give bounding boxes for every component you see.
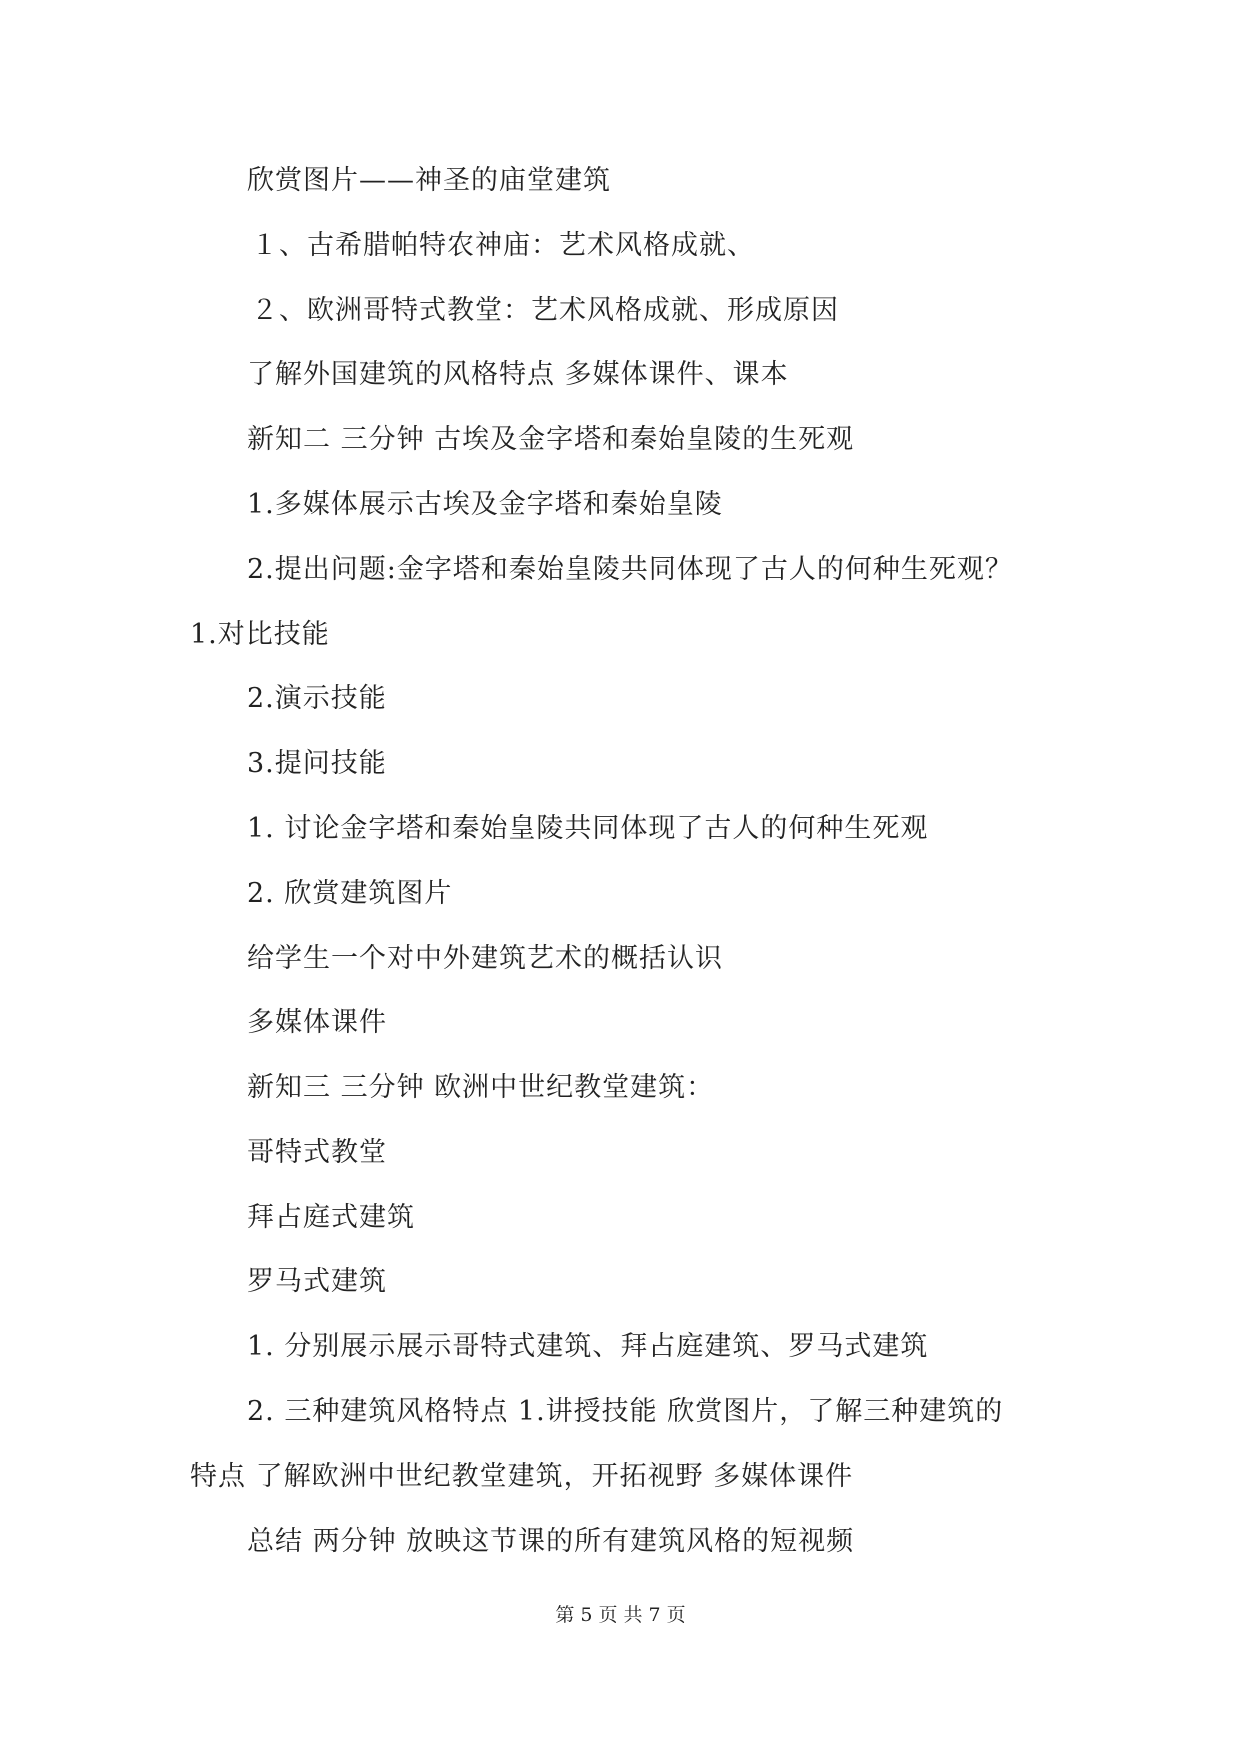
text-line: 罗马式建筑 — [247, 1266, 387, 1297]
text-line: 2. 三种建筑风格特点 1.讲授技能 欣赏图片，了解三种建筑的 — [247, 1396, 1004, 1427]
text-line: 2. 欣赏建筑图片 — [247, 878, 453, 909]
text-line: 新知二 三分钟 古埃及金字塔和秦始皇陵的生死观 — [247, 424, 855, 455]
text-line: 拜占庭式建筑 — [247, 1202, 415, 1233]
text-line: 1.多媒体展示古埃及金字塔和秦始皇陵 — [247, 489, 723, 520]
text-line: 2.演示技能 — [247, 683, 387, 714]
text-line: 1.对比技能 — [190, 619, 330, 650]
text-line: １、古希腊帕特农神庙：艺术风格成就、 — [251, 230, 755, 261]
text-line: 1. 讨论金字塔和秦始皇陵共同体现了古人的何种生死观 — [247, 813, 929, 844]
text-line: 欣赏图片——神圣的庙堂建筑 — [247, 165, 611, 196]
text-line: 多媒体课件 — [247, 1007, 387, 1038]
page-number-footer: 第 5 页 共 7 页 — [555, 1604, 686, 1626]
text-line: 特点 了解欧洲中世纪教堂建筑，开拓视野 多媒体课件 — [190, 1461, 854, 1492]
text-line: 新知三 三分钟 欧洲中世纪教堂建筑： — [247, 1072, 715, 1103]
text-line: 给学生一个对中外建筑艺术的概括认识 — [247, 943, 723, 974]
text-line: 2.提出问题:金字塔和秦始皇陵共同体现了古人的何种生死观？ — [247, 554, 1013, 585]
text-line: 哥特式教堂 — [247, 1137, 387, 1168]
text-line: 3.提问技能 — [247, 748, 387, 779]
text-line: 总结 两分钟 放映这节课的所有建筑风格的短视频 — [247, 1526, 855, 1557]
text-line: 1. 分别展示展示哥特式建筑、拜占庭建筑、罗马式建筑 — [247, 1331, 929, 1362]
text-line: 了解外国建筑的风格特点 多媒体课件、课本 — [247, 359, 789, 390]
text-line: ２、欧洲哥特式教堂：艺术风格成就、形成原因 — [251, 295, 839, 326]
